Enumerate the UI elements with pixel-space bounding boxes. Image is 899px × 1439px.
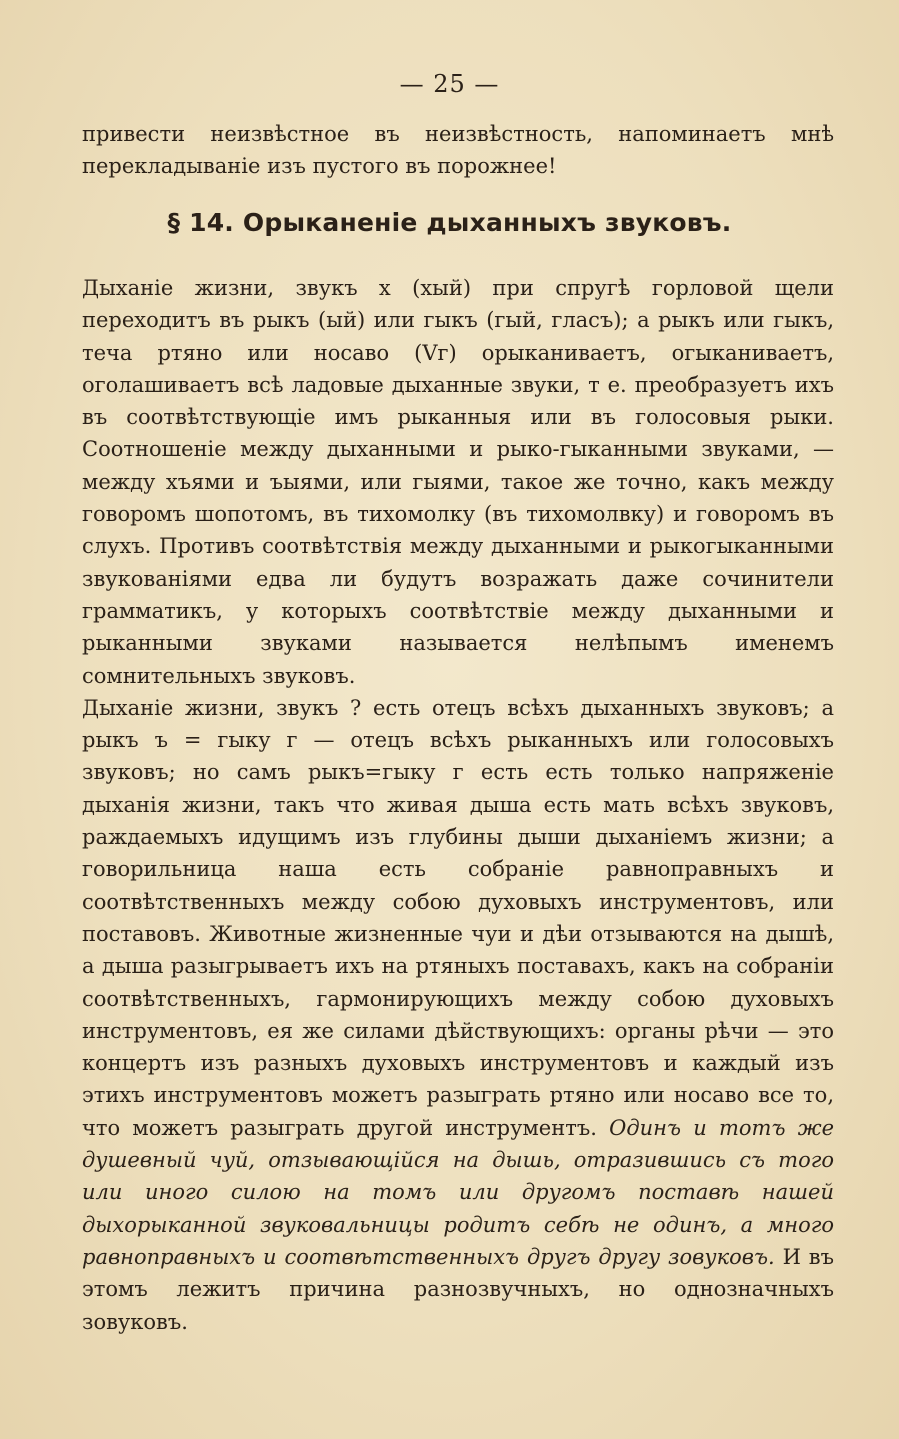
paragraph-2 (82, 692, 834, 1338)
paragraph-2-italic: Одинъ и тотъ же душевный чуй, отзывающiйся на дышь, отразившись съ того или иного силою на томъ или другомъ поставѣ нашей дыхорыканной звуковальницы родитъ себѣ не одинъ, а много равноправныхъ и соотвѣтственныхъ другъ другу зовуковъ. (82, 1115, 834, 1269)
paragraph-1: Дыханiе жизни, звукъ х (хый) при спругѣ горловой щели переходитъ въ рыкъ (ый) или гыкъ (гый, гласъ); а рыкъ или гыкъ, теча ртяно или носаво (Vг) орыканиваетъ, огыканиваетъ, оголашиваетъ всѣ ладовые дыханные звуки, т е. преобразуетъ ихъ въ соотвѣтствующiе имъ рыканныя или въ голосовыя рыки. Соотношенiе между дыханными и рыко-гыканными звуками, — между хъями и ъыями, или гыями, такое же точно, какъ между говоромъ шопотомъ, въ тихомолку (въ тихомолвку) и говоромъ въ слухъ. Противъ соотвѣтствiя между дыханными и рыкогыканными звукованiями едва ли будутъ возражать даже сочинители грамматикъ, у которыхъ соотвѣтствiе между дыханными и рыканными звуками называется нелѣпымъ именемъ сомнительныхъ звуковъ. (82, 276, 834, 688)
paragraph-2-end: И въ этомъ лежитъ причина разнозвучныхъ, но однозначныхъ зовуковъ. (82, 1244, 834, 1334)
continuation-text: привести неизвѣстное въ неизвѣстность, напоминаетъ мнѣ перекладыванiе изъ пустого въ порожнее! (82, 122, 834, 179)
paragraph-2-normal: Дыханiе жизни, звукъ ? есть отецъ всѣхъ дыханныхъ звуковъ; а рыкъ ъ = гыку г — отецъ всѣхъ рыканныхъ или голосовыхъ звуковъ; но самъ рыкъ=гыку г есть есть только напряженiе дыханiя жизни, такъ что живая дыша есть мать всѣхъ звуковъ, раждаемыхъ идущимъ изъ глубины дыши дыханiемъ жизни; а говорильница наша есть собранiе равноправныхъ и соотвѣтственныхъ между собою духовыхъ инструментовъ, или поставовъ. Животные жизненные чуи и дѣи отзываются на дышѣ, а дыша разыгрываетъ ихъ на ртяныхъ поставахъ, какъ на собранiи соотвѣтственныхъ, гармонирующихъ между собою духовыхъ инструментовъ, ея же силами дѣйствующихъ: органы рѣчи — это концертъ изъ разныхъ духовыхъ инструментовъ и каждый изъ этихъ инструментовъ можетъ разыграть ртяно или носаво все то, что можетъ разыграть другой инструментъ. (82, 695, 834, 1140)
continuation-block (82, 118, 834, 183)
page-number: — 25 — (399, 70, 500, 98)
body-text (82, 272, 834, 1338)
section-heading: § 14. Орыканенiе дыханныхъ звуковъ. (167, 208, 732, 237)
